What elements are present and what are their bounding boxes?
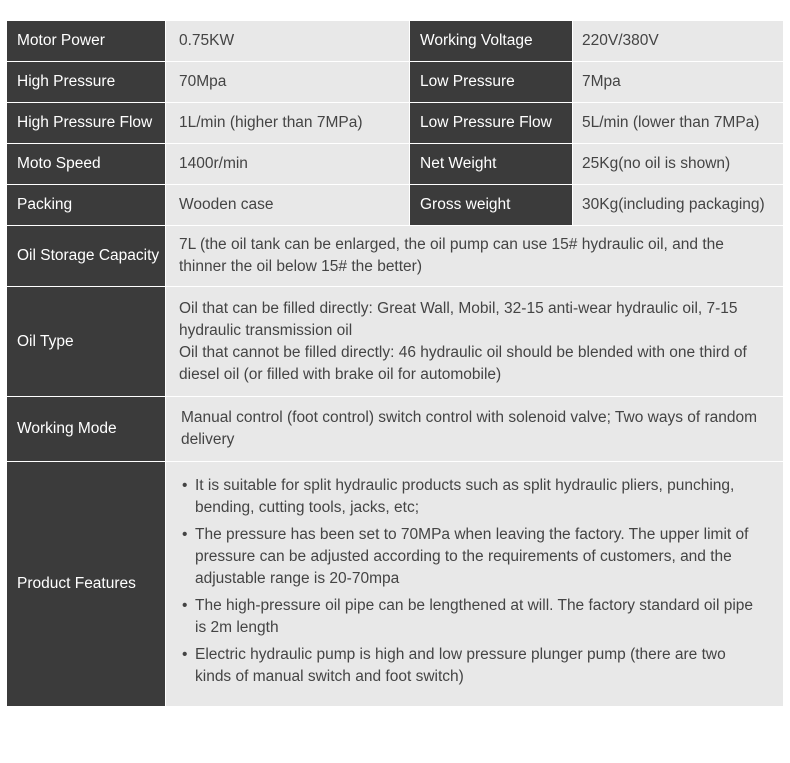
spec-row-packing — [7, 185, 784, 226]
spec-row-speed-weight — [7, 144, 784, 185]
value-moto-speed: 1400r/min — [166, 144, 410, 185]
feature-text: The pressure has been set to 70MPa when leaving the factory. The upper limit of pressure can be adjusted according to the requirements of customers, and the adjustable range is 20-70mpa — [195, 526, 749, 587]
label-high-pressure-flow: High Pressure Flow — [7, 103, 166, 144]
label-product-features: Product Features — [7, 462, 166, 707]
oil-type-not-direct: Oil that cannot be filled directly: 46 hydraulic oil should be blended with one third of diesel oil (or filled with brake oil for automobile) — [179, 343, 747, 383]
label-gross-weight: Gross weight — [410, 185, 573, 226]
spec-row-motor-power — [7, 21, 784, 62]
label-motor-power: Motor Power — [7, 21, 166, 62]
value-low-pressure-flow: 5L/min (lower than 7MPa) — [573, 103, 784, 144]
label-low-pressure-flow: Low Pressure Flow — [410, 103, 573, 144]
value-motor-power: 0.75KW — [166, 21, 410, 62]
label-packing: Packing — [7, 185, 166, 226]
value-oil-type — [166, 287, 784, 397]
value-high-pressure-flow: 1L/min (higher than 7MPa) — [166, 103, 410, 144]
spec-row-pressure — [7, 62, 784, 103]
feature-item — [179, 595, 761, 639]
label-moto-speed: Moto Speed — [7, 144, 166, 185]
feature-text: It is suitable for split hydraulic products such as split hydraulic pliers, punching, bending, cutting tools, jacks, etc; — [195, 477, 735, 516]
value-gross-weight: 30Kg(including packaging) — [573, 185, 784, 226]
value-net-weight: 25Kg(no oil is shown) — [573, 144, 784, 185]
value-high-pressure: 70Mpa — [166, 62, 410, 103]
feature-item — [179, 524, 761, 590]
spec-row-product-features — [7, 462, 784, 707]
features-list — [179, 475, 783, 688]
feature-text: The high-pressure oil pipe can be lengthened at will. The factory standard oil pipe is 2m length — [195, 597, 754, 636]
spec-row-oil-type — [7, 287, 784, 397]
value-oil-storage-capacity — [166, 226, 784, 287]
bullet-icon: • — [182, 597, 188, 614]
value-packing: Wooden case — [166, 185, 410, 226]
bullet-icon: • — [182, 526, 188, 543]
feature-item — [179, 475, 761, 519]
label-oil-storage-capacity: Oil Storage Capacity — [7, 226, 166, 287]
oil-type-direct: Oil that can be filled directly: Great Wall, Mobil, 32-15 anti-wear hydraulic oil, 7-15 hydraulic transmission oil — [179, 299, 738, 339]
working-mode-text: Manual control (foot control) switch control with solenoid valve; Two ways of random delivery — [181, 409, 758, 448]
bullet-icon: • — [182, 477, 188, 494]
feature-text: Electric hydraulic pump is high and low pressure plunger pump (there are two kinds of manual switch and foot switch) — [195, 646, 726, 685]
spec-row-working-mode — [7, 397, 784, 462]
oil-storage-text: 7L (the oil tank can be enlarged, the oil pump can use 15# hydraulic oil, and the thinner the oil below 15# the better) — [179, 236, 724, 275]
value-working-mode — [166, 397, 784, 462]
feature-item — [179, 644, 761, 688]
spec-table — [6, 20, 784, 707]
value-low-pressure: 7Mpa — [573, 62, 784, 103]
value-product-features — [166, 462, 784, 707]
label-working-mode: Working Mode — [7, 397, 166, 462]
bullet-icon: • — [182, 646, 188, 663]
spec-row-oil-storage — [7, 226, 784, 287]
label-net-weight: Net Weight — [410, 144, 573, 185]
label-working-voltage: Working Voltage — [410, 21, 573, 62]
spec-row-flow — [7, 103, 784, 144]
value-working-voltage: 220V/380V — [573, 21, 784, 62]
label-oil-type: Oil Type — [7, 287, 166, 397]
label-high-pressure: High Pressure — [7, 62, 166, 103]
label-low-pressure: Low Pressure — [410, 62, 573, 103]
